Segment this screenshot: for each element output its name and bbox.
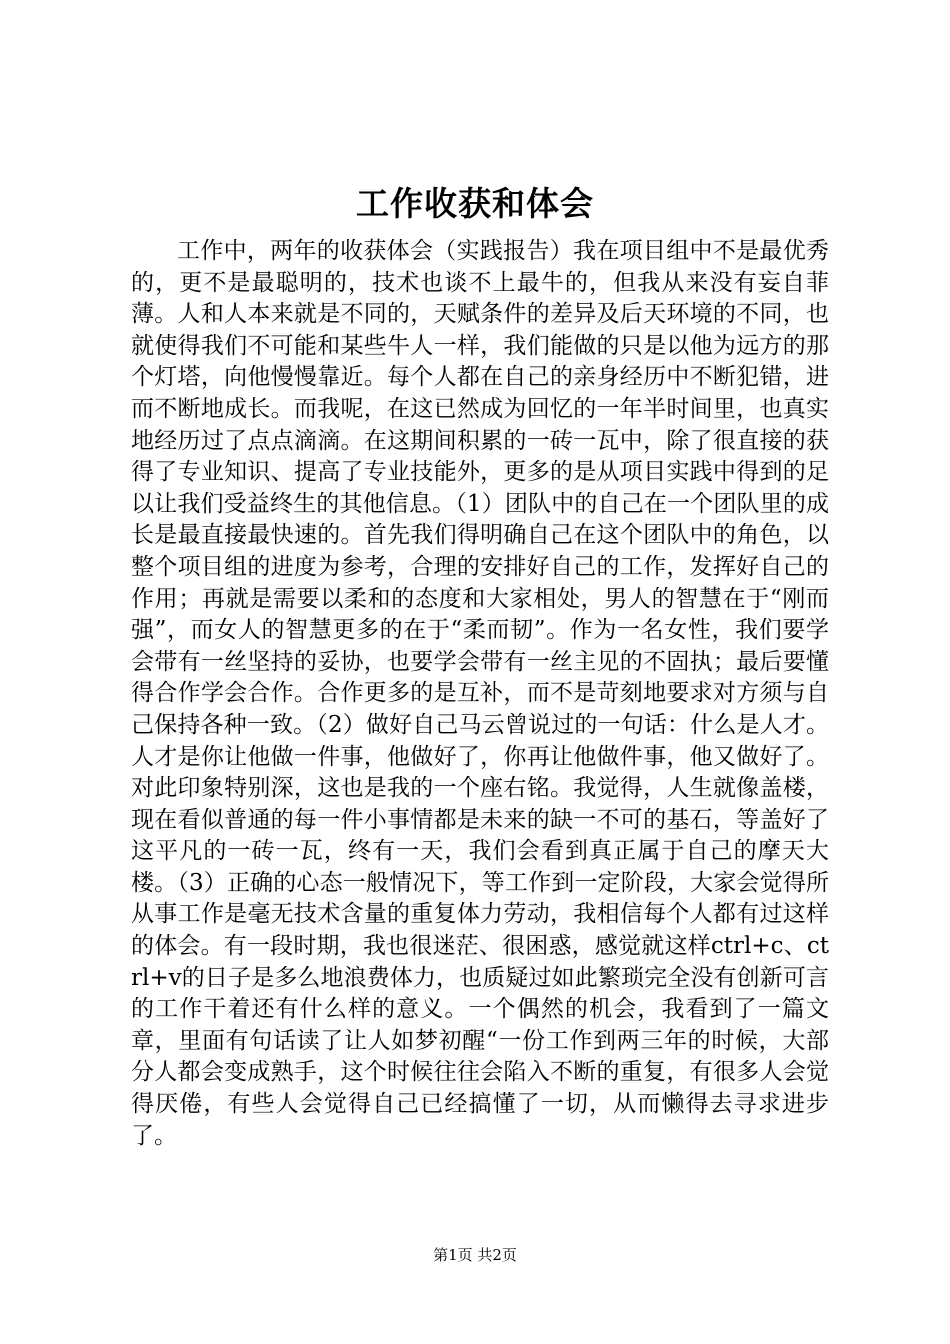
page-number-footer: 第1页 共2页 <box>433 1246 517 1264</box>
document-title: 工作收获和体会 <box>356 184 594 223</box>
document-body: 工作中，两年的收获体会（实践报告）我在项目组中不是最优秀的，更不是最聪明的，技术也谈不上最牛的，但我从来没有妄自菲薄。人和人本来就是不同的，天赋条件的差异及后天环境的不同，也就使得我们不可能和某些牛人一样，我们能做的只是以他为远方的那个灯塔，向他慢慢靠近。每个人都在自己的亲身经历中不断犯错，进而不断地成长。而我呢，在这已然成为回忆的一年半时间里，也真实地经历过了点点滴滴。在这期间积累的一砖一瓦中，除了很直接的获得了专业知识、提高了专业技能外，更多的是从项目实践中得到的足以让我们受益终生的其他信息。（1）团队中的自己在一个团队里的成长是最直接最快速的。首先我们得明确自己在这个团队中的角色，以整个项目组的进度为参考，合理的安排好自己的工作，发挥好自己的作用；再就是需要以柔和的态度和大家相处，男人的智慧在于“刚而强”，而女人的智慧更多的在于“柔而韧”。作为一名女性，我们要学会带有一丝坚持的妥协，也要学会带有一丝主见的不固执；最后要懂得合作学会合作。合作更多的是互补，而不是苛刻地要求对方须与自己保持各种一致。（2）做好自己马云曾说过的一句话：什么是人才。人才是你让他做一件事，他做好了，你再让他做件事，他又做好了。对此印象特别深，这也是我的一个座右铭。我觉得，人生就像盖楼，现在看似普通的每一件小事情都是未来的缺一不可的基石，等盖好了这平凡的一砖一瓦，终有一天，我们会看到真正属于自己的摩天大楼。（3）正确的心态一般情况下，等工作到一定阶段，大家会觉得所从事工作是毫无技术含量的重复体力劳动，我相信每个人都有过这样的体会。有一段时期，我也很迷茫、很困惑，感觉就这样ctrl+c、ctrl+v的日子是多么地浪费体力，也质疑过如此繁琐完全没有创新可言的工作干着还有什么样的意义。一个偶然的机会，我看到了一篇文章，里面有句话读了让人如梦初醒“一份工作到两三年的时候，大部分人都会变成熟手，这个时候往往会陷入不断的重复，有很多人会觉得厌倦，有些人会觉得自己已经搞懂了一切，从而懒得去寻求进步了。 <box>131 238 829 1149</box>
